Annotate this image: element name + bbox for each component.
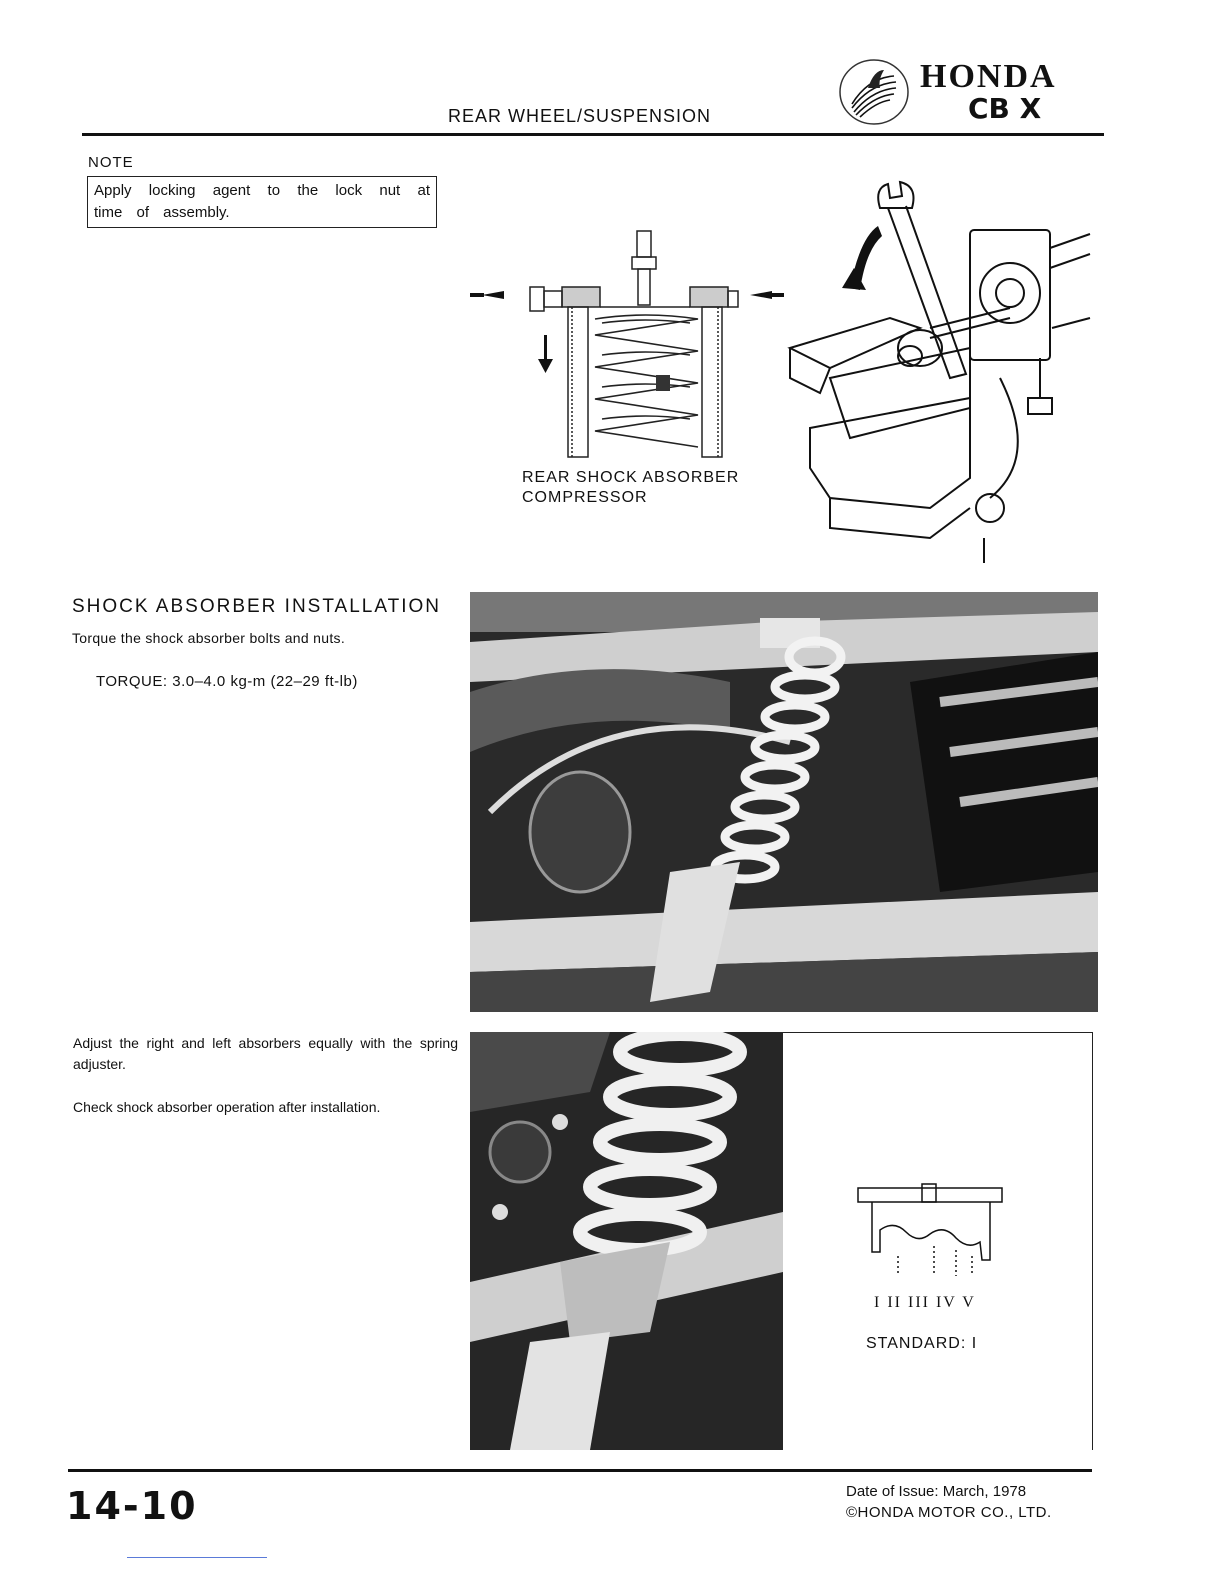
- adjust-absorbers-text: Adjust the right and left absorbers equally with the spring adjuster.: [73, 1035, 458, 1072]
- torque-spec: TORQUE: 3.0–4.0 kg-m (22–29 ft-lb): [96, 673, 358, 690]
- installation-instruction: Torque the shock absorber bolts and nuts.: [72, 630, 346, 646]
- header-rule: [82, 133, 1104, 136]
- shock-compressor-diagram: [470, 225, 790, 475]
- section-header-title: REAR WHEEL/SUSPENSION: [448, 106, 712, 126]
- installed-shock-photo: [470, 592, 1098, 1012]
- compressor-caption: [522, 468, 739, 508]
- page-number: 14-10: [66, 1484, 198, 1528]
- caption-line-2: COMPRESSOR: [522, 489, 648, 506]
- spring-adjuster-photo: [470, 1032, 783, 1450]
- wing-icon: [838, 58, 910, 126]
- check-operation-text: Check shock absorber operation after installation.: [73, 1099, 381, 1115]
- model-name: CB X: [968, 92, 1042, 125]
- caption-line-1: REAR SHOCK ABSORBER: [522, 469, 740, 486]
- adjuster-positions: I II III IV V: [874, 1294, 976, 1311]
- footer-link-underline: [127, 1557, 267, 1558]
- brand-name: HONDA: [920, 58, 1057, 95]
- issue-date: Date of Issue: March, 1978: [846, 1483, 1027, 1500]
- spring-adjuster-diagram: [850, 1180, 1010, 1280]
- note-box: Apply locking agent to the lock nut at time of assembly.: [87, 176, 437, 228]
- copyright: ©HONDA MOTOR CO., LTD.: [846, 1504, 1052, 1521]
- wrench-lock-nut-illustration: [770, 178, 1100, 563]
- installation-heading: SHOCK ABSORBER INSTALLATION: [72, 596, 441, 617]
- adjuster-standard: STANDARD: I: [866, 1335, 978, 1352]
- note-label: NOTE: [88, 154, 134, 171]
- footer-rule: [68, 1469, 1092, 1472]
